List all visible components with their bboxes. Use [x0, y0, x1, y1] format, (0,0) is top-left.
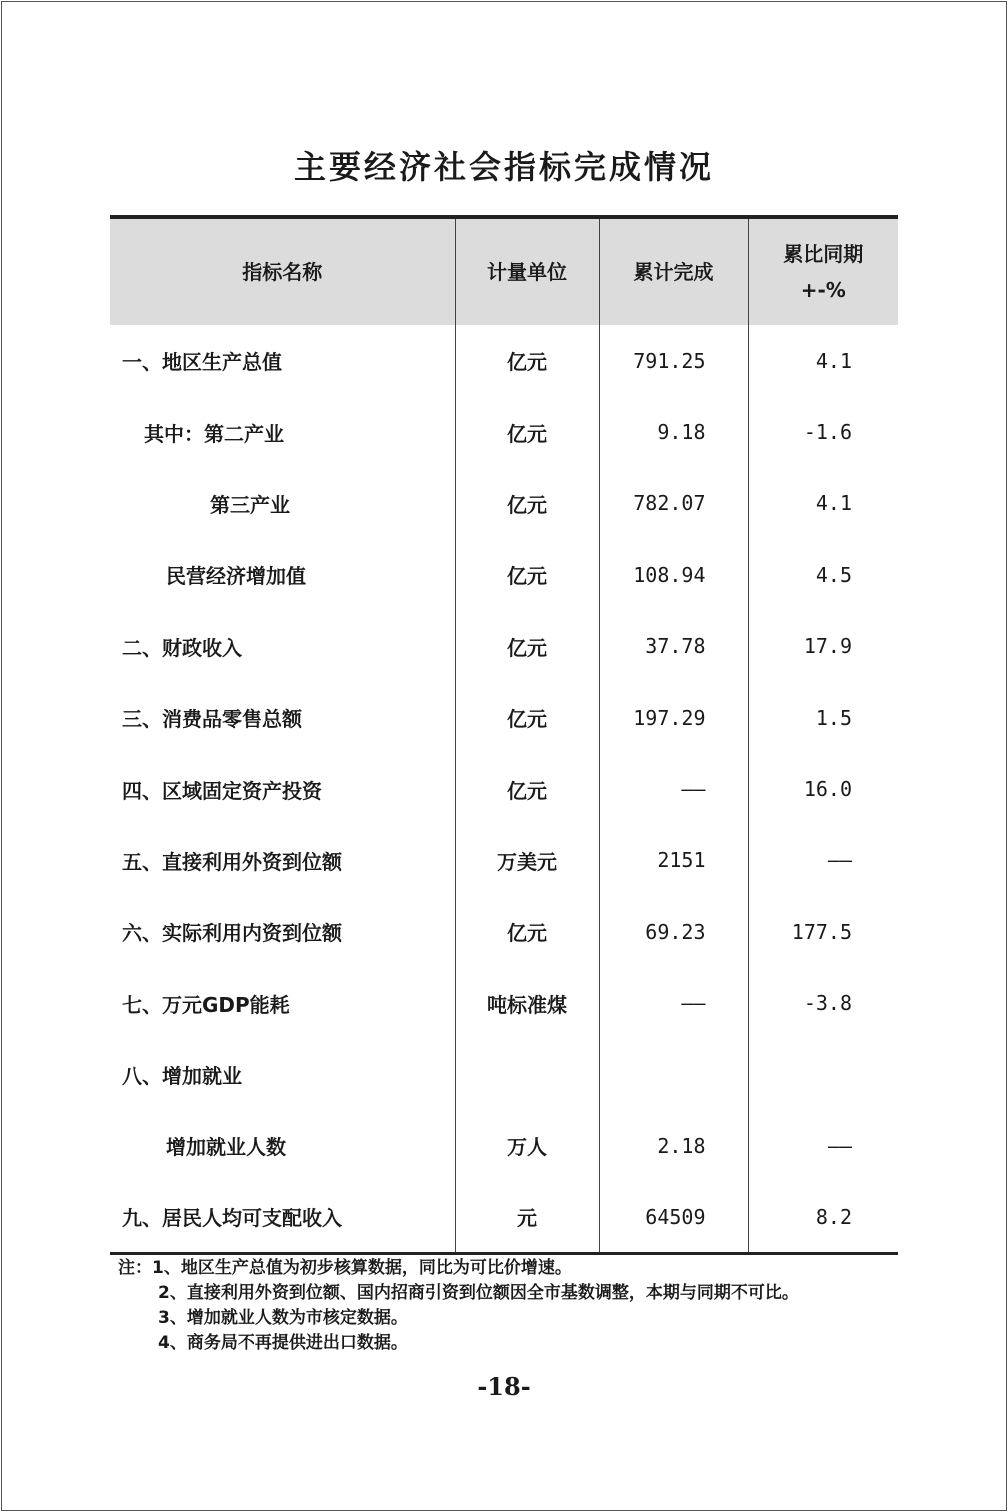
row-name: 一、地区生产总值 [122, 350, 282, 375]
page-number: -18- [477, 1372, 531, 1401]
row-change: 17.9 [748, 611, 898, 682]
header-unit: 计量单位 [455, 217, 599, 325]
row-name: 五、直接利用外资到位额 [122, 849, 342, 874]
row-name: 民营经济增加值 [166, 564, 306, 589]
row-value: 37.78 [599, 611, 748, 682]
row-name: 六、实际利用内资到位额 [122, 921, 342, 946]
row-change: —— [748, 825, 898, 896]
row-value: 782.07 [599, 468, 748, 539]
row-value [599, 1039, 748, 1110]
footnote-1: 注：1、地区生产总值为初步核算数据，同比为可比价增速。 [118, 1258, 572, 1278]
row-name: 增加就业人数 [166, 1135, 286, 1160]
row-change: 8.2 [748, 1182, 898, 1253]
row-value: 69.23 [599, 896, 748, 967]
row-change: 4.5 [748, 539, 898, 610]
table-row [110, 611, 898, 682]
table-row [110, 468, 898, 539]
row-change: —— [748, 1110, 898, 1181]
row-name: 七、万元GDP能耗 [122, 992, 290, 1017]
row-unit: 万美元 [455, 825, 599, 896]
row-unit: 亿元 [455, 396, 599, 467]
row-name: 八、增加就业 [122, 1064, 242, 1089]
row-name: 其中：第二产业 [144, 421, 284, 446]
row-value: 2.18 [599, 1110, 748, 1181]
row-unit: 亿元 [455, 611, 599, 682]
row-unit: 亿元 [455, 753, 599, 824]
row-unit: 亿元 [455, 468, 599, 539]
row-change: -3.8 [748, 968, 898, 1039]
table-row [110, 396, 898, 467]
row-name: 二、财政收入 [122, 635, 242, 660]
header-change-line2: +-% [800, 278, 846, 302]
row-unit: 万人 [455, 1110, 599, 1181]
table-row [110, 682, 898, 753]
table-row [110, 325, 898, 396]
row-unit: 亿元 [455, 682, 599, 753]
table-row [110, 1039, 898, 1110]
footnote-4: 4、商务局不再提供进出口数据。 [158, 1333, 408, 1353]
row-value: 197.29 [599, 682, 748, 753]
indicator-table [110, 215, 898, 1255]
row-value: —— [599, 753, 748, 824]
table-header-row [110, 217, 898, 325]
table-row [110, 539, 898, 610]
table-row [110, 753, 898, 824]
row-value: —— [599, 968, 748, 1039]
row-change: 16.0 [748, 753, 898, 824]
row-unit: 亿元 [455, 539, 599, 610]
header-value: 累计完成 [599, 217, 748, 325]
row-name: 三、消费品零售总额 [122, 707, 302, 732]
row-unit: 亿元 [455, 325, 599, 396]
header-change-line1: 累比同期 [783, 242, 864, 266]
header-name: 指标名称 [110, 217, 455, 325]
page-title: 主要经济社会指标完成情况 [293, 148, 714, 186]
row-change: 4.1 [748, 325, 898, 396]
footnote-2: 2、直接利用外资到位额、国内招商引资到位额因全市基数调整，本期与同期不可比。 [158, 1283, 799, 1303]
indicator-table-wrap [110, 215, 898, 1255]
row-name: 九、居民人均可支配收入 [110, 1182, 455, 1253]
row-change: 177.5 [748, 896, 898, 967]
row-value: 108.94 [599, 539, 748, 610]
row-change [748, 1039, 898, 1110]
row-value: 9.18 [599, 396, 748, 467]
row-unit [455, 1039, 599, 1110]
row-change: 4.1 [748, 468, 898, 539]
table-row [110, 968, 898, 1039]
row-change: 1.5 [748, 682, 898, 753]
row-unit: 吨标准煤 [455, 968, 599, 1039]
footnotes [118, 1256, 918, 1356]
row-value: 2151 [599, 825, 748, 896]
row-value: 791.25 [599, 325, 748, 396]
row-value: 64509 [599, 1182, 748, 1253]
row-name: 第三产业 [210, 492, 290, 517]
row-unit: 亿元 [455, 896, 599, 967]
table-row [110, 825, 898, 896]
footnote-3: 3、增加就业人数为市核定数据。 [158, 1308, 408, 1328]
row-unit: 元 [455, 1182, 599, 1253]
table-row [110, 1182, 898, 1253]
row-name: 四、区域固定资产投资 [122, 778, 322, 803]
row-change: -1.6 [748, 396, 898, 467]
table-row [110, 896, 898, 967]
table-row [110, 1110, 898, 1181]
header-change [748, 217, 898, 325]
